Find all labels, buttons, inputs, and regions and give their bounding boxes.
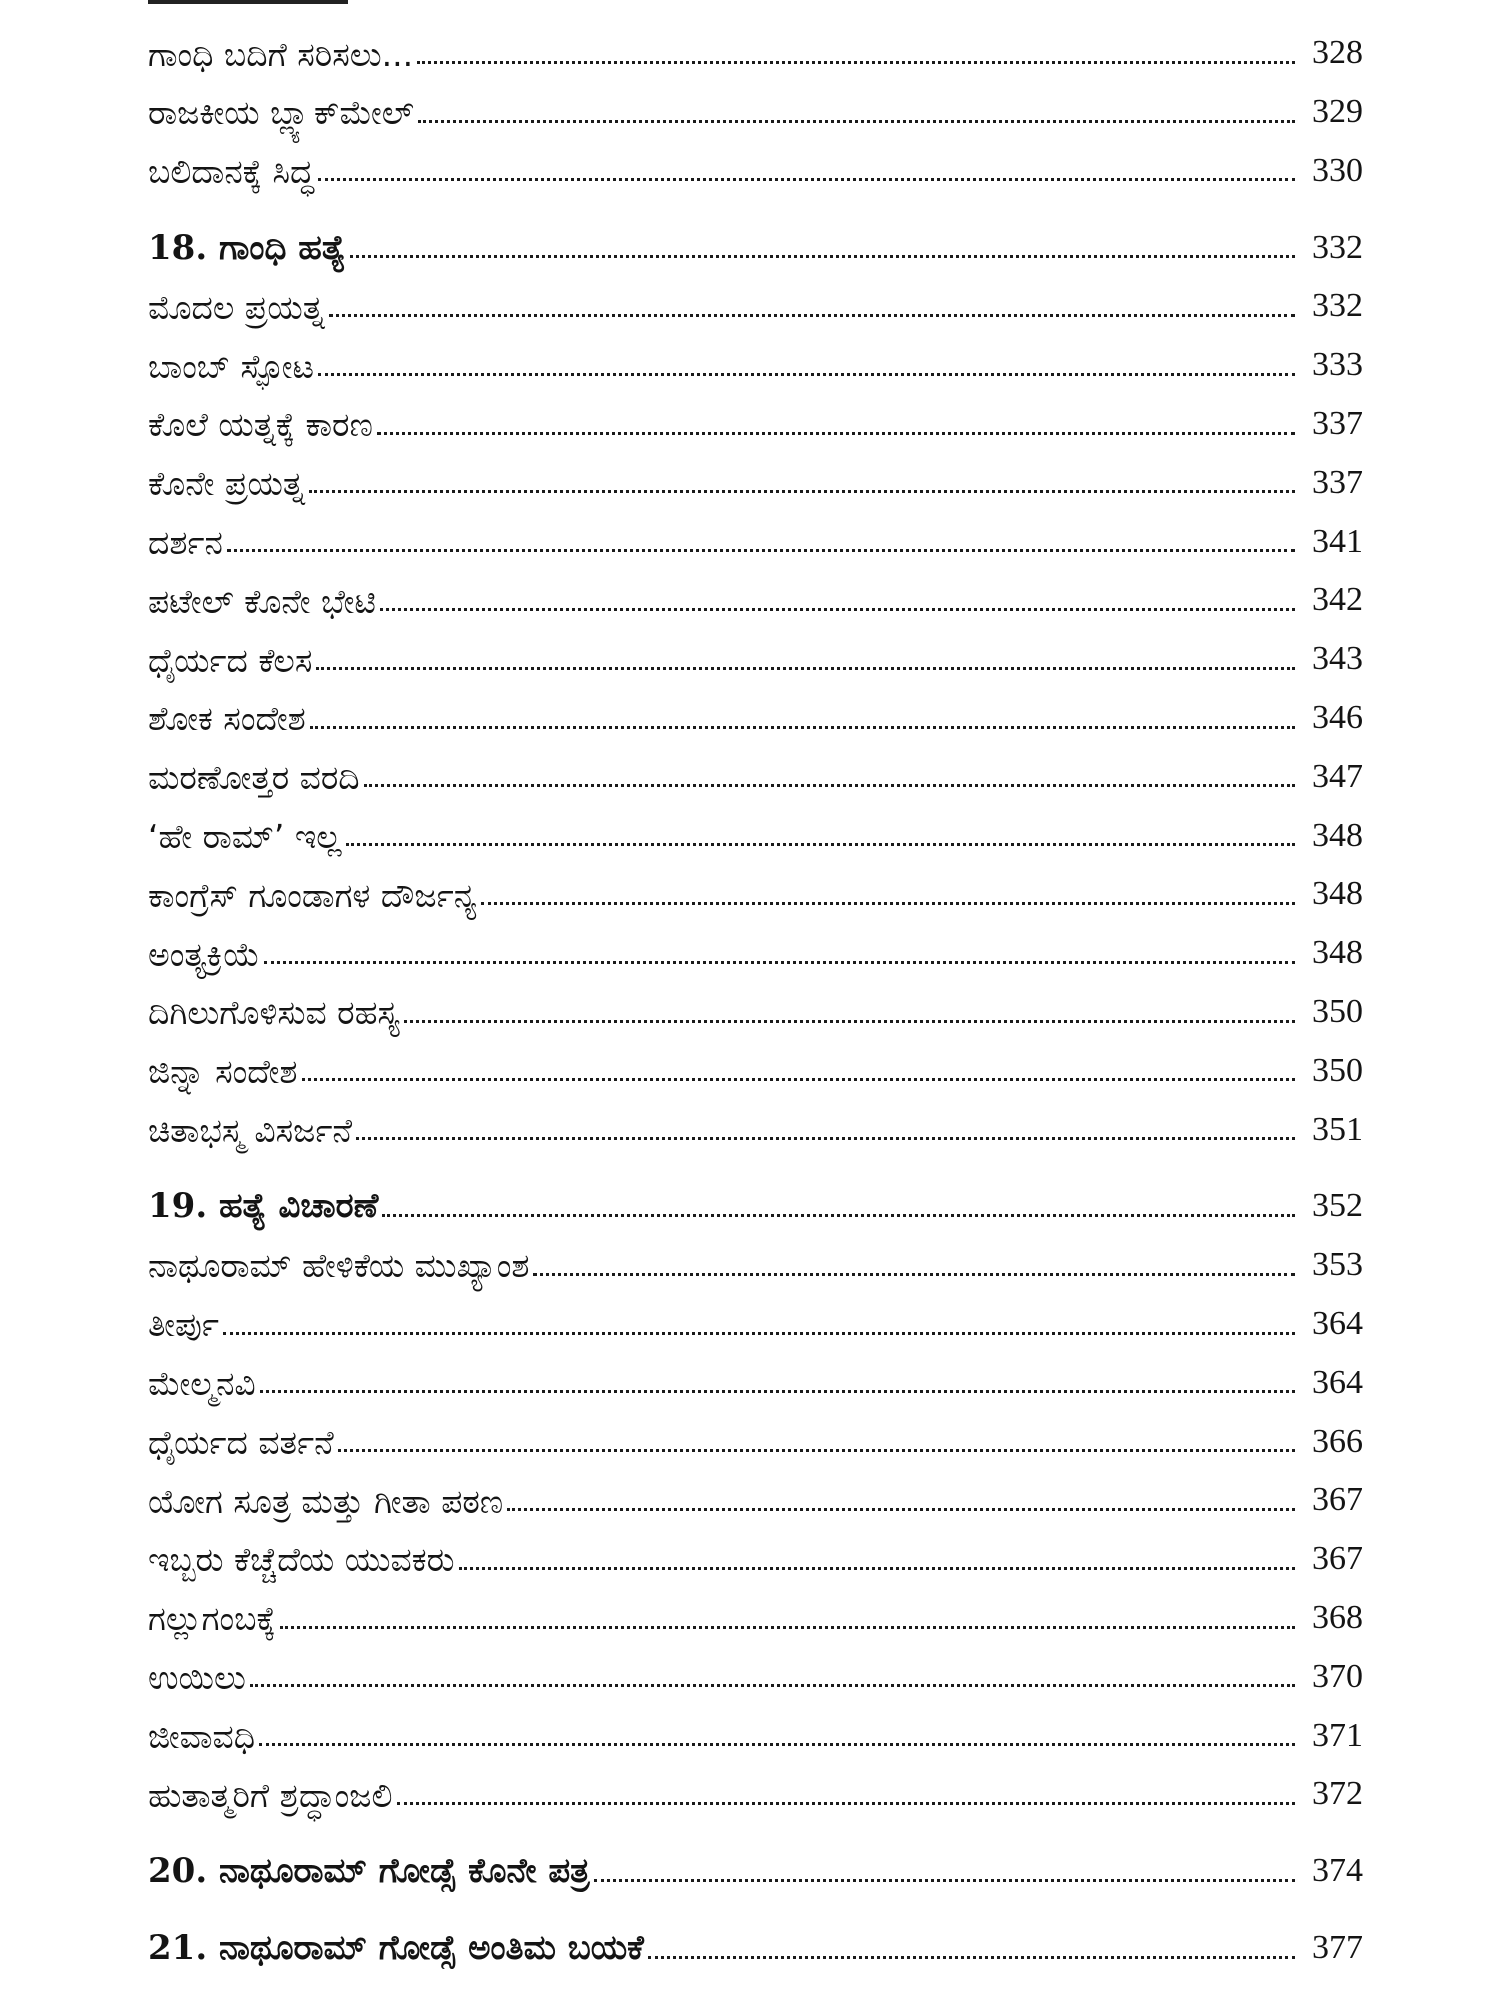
section-title <box>148 1539 459 1580</box>
page-number: 372 <box>1312 1775 1363 1813</box>
section-title <box>148 151 318 192</box>
dot-leader <box>259 1743 1295 1746</box>
entry-title-text: ಧೈರ್ಯದ ವರ್ತನೆ <box>148 1422 334 1462</box>
toc-row <box>148 798 1363 857</box>
entry-title-text: ಮರಣೋತ್ತರ ವರದಿ <box>148 758 360 798</box>
page-number: 348 <box>1312 875 1363 913</box>
page-number: 367 <box>1312 1540 1363 1578</box>
entry-title-text: ಗಾಂಧಿ ಹತ್ಯೆ <box>219 227 346 268</box>
page-number: 353 <box>1312 1246 1363 1284</box>
page-number: 328 <box>1312 34 1363 72</box>
page-number: 332 <box>1312 287 1363 325</box>
entry-title-text: ನಾಥೂರಾಮ್ ಹೇಳಿಕೆಯ ಮುಖ್ಯಾಂಶ <box>148 1246 530 1286</box>
toc-row <box>148 1034 1363 1093</box>
dot-leader <box>302 1078 1296 1081</box>
section-title <box>148 1657 250 1698</box>
dot-leader <box>310 726 1295 729</box>
toc-chapter-row <box>148 1834 1363 1893</box>
dot-leader <box>648 1956 1295 1959</box>
entry-title-text: ಬಲಿದಾನಕ್ಕೆ ಸಿದ್ಧ <box>148 152 314 192</box>
page-number: 364 <box>1312 1305 1363 1343</box>
dot-leader <box>309 490 1295 493</box>
entry-title-text: ಶೋಕ ಸಂದೇಶ <box>148 699 306 739</box>
chapter-number: 18. <box>148 227 208 268</box>
section-title <box>148 992 404 1033</box>
dot-leader <box>227 549 1295 552</box>
section-title <box>148 1716 259 1757</box>
toc-row <box>148 1698 1363 1757</box>
toc-row <box>148 387 1363 446</box>
page-number: 347 <box>1312 757 1363 795</box>
entry-title-text: ನಾಥೂರಾಮ್ ಗೋಡ್ಸೆ ಅಂತಿಮ ಬಯಕೆ <box>219 1928 644 1968</box>
toc-row <box>148 1287 1363 1346</box>
toc-row <box>148 75 1363 134</box>
section-title <box>148 640 316 681</box>
chapter-number: 19. <box>148 1186 208 1227</box>
page-number: 351 <box>1312 1110 1363 1148</box>
entry-title-text: ಜೀವಾವಧಿ <box>148 1716 256 1756</box>
dot-leader <box>264 961 1295 964</box>
entry-title-text: ಪಟೇಲ್ ಕೊನೇ ಭೇಟಿ <box>148 581 376 621</box>
toc-row <box>148 563 1363 622</box>
entry-title-text: ಯೋಗ ಸೂತ್ರ ಮತ್ತು ಗೀತಾ ಪಠಣ <box>148 1481 504 1521</box>
section-title <box>148 816 346 857</box>
page-number: 330 <box>1312 151 1363 189</box>
toc-chapter-row <box>148 1169 1363 1228</box>
chapter-number: 21. <box>148 1928 208 1968</box>
entry-title-text: ನಾಥೂರಾಮ್ ಗೋಡ್ಸೆ ಕೊನೇ ಪತ್ರ <box>219 1851 590 1892</box>
dot-leader <box>318 373 1295 376</box>
toc-chapter-row <box>148 1911 1363 1970</box>
section-title <box>148 92 418 133</box>
dot-leader <box>481 902 1295 905</box>
entry-title-text: ಜಿನ್ನಾ ಸಂದೇಶ <box>148 1052 298 1092</box>
table-of-contents <box>148 16 1363 1970</box>
page-number: 370 <box>1312 1657 1363 1695</box>
dot-leader <box>260 1390 1295 1393</box>
dot-leader <box>418 120 1295 123</box>
dot-leader <box>507 1508 1295 1511</box>
top-rule <box>148 0 348 4</box>
entry-title-text: ಅಂತ್ಯಕ್ರಿಯೆ <box>148 934 260 974</box>
chapter-title <box>148 227 350 270</box>
section-title <box>148 287 329 328</box>
dot-leader <box>397 1802 1296 1805</box>
chapter-title <box>148 1185 382 1228</box>
toc-row <box>148 16 1363 75</box>
section-title <box>148 1363 260 1404</box>
page-number: 343 <box>1312 640 1363 678</box>
page-number: 346 <box>1312 699 1363 737</box>
section-title <box>148 1051 302 1092</box>
toc-row <box>148 504 1363 563</box>
entry-title-text: ಗಾಂಧಿ ಬದಿಗೆ ಸರಿಸಲು... <box>148 34 414 74</box>
section-title <box>148 1775 397 1816</box>
section-title <box>148 34 417 75</box>
toc-row <box>148 1757 1363 1816</box>
page-number: 350 <box>1312 1051 1363 1089</box>
section-title <box>148 1598 280 1639</box>
toc-row <box>148 1346 1363 1405</box>
toc-row <box>148 328 1363 387</box>
toc-row <box>148 1463 1363 1522</box>
entry-title-text: ಮೊದಲ ಪ್ರಯತ್ನ <box>148 287 325 327</box>
entry-title-text: ರಾಜಕೀಯ ಬ್ಲ್ಯಾಕ್‌ಮೇಲ್ <box>148 93 414 133</box>
toc-row <box>148 446 1363 505</box>
entry-title-text: ಉಯಿಲು <box>148 1658 246 1698</box>
dot-leader <box>329 314 1295 317</box>
section-title <box>148 346 318 387</box>
page-number: 377 <box>1312 1929 1363 1966</box>
entry-title-text: ಕೊಲೆ ಯತ್ನಕ್ಕೆ ಕಾರಣ <box>148 405 373 445</box>
page-number: 368 <box>1312 1599 1363 1637</box>
page-number: 352 <box>1312 1187 1363 1225</box>
entry-title-text: ಕೊನೇ ಪ್ರಯತ್ನ <box>148 464 305 504</box>
entry-title-text: ಗಲ್ಲುಗಂಬಕ್ಕೆ <box>148 1599 276 1639</box>
section-title <box>148 1245 533 1286</box>
toc-row <box>148 740 1363 799</box>
page-number: 367 <box>1312 1481 1363 1519</box>
chapter-number: 20. <box>148 1851 208 1892</box>
page-number: 342 <box>1312 581 1363 619</box>
section-title <box>148 1481 507 1522</box>
toc-row <box>148 857 1363 916</box>
toc-row <box>148 1522 1363 1581</box>
toc-row <box>148 269 1363 328</box>
page-number: 374 <box>1312 1852 1363 1890</box>
page-number: 350 <box>1312 993 1363 1031</box>
dot-leader <box>338 1449 1295 1452</box>
dot-leader <box>223 1332 1295 1335</box>
page-number: 364 <box>1312 1363 1363 1401</box>
entry-title-text: ಇಬ್ಬರು ಕೆಚ್ಚೆದೆಯ ಯುವಕರು <box>148 1540 455 1580</box>
entry-title-text: ‘ಹೇ ರಾಮ್’ ಇಲ್ಲ <box>148 816 342 856</box>
section-title <box>148 522 227 563</box>
dot-leader <box>346 843 1295 846</box>
dot-leader <box>318 178 1295 181</box>
dot-leader <box>280 1626 1295 1629</box>
page-number: 341 <box>1312 522 1363 560</box>
toc-row <box>148 1092 1363 1151</box>
page-number: 329 <box>1312 93 1363 131</box>
entry-title-text: ಮೇಲ್ಮನವಿ <box>148 1364 256 1404</box>
dot-leader <box>380 608 1295 611</box>
dot-leader <box>377 432 1295 435</box>
section-title <box>148 463 309 504</box>
entry-title-text: ಹುತಾತ್ಮರಿಗೆ ಶ್ರದ್ಧಾಂಜಲಿ <box>148 1775 393 1815</box>
section-title <box>148 581 380 622</box>
section-title <box>148 875 481 916</box>
page-number: 337 <box>1312 463 1363 501</box>
toc-row <box>148 916 1363 975</box>
entry-title-text: ಬಾಂಬ್ ಸ್ಫೋಟ <box>148 346 315 386</box>
page-number: 371 <box>1312 1716 1363 1754</box>
entry-title-text: ಚಿತಾಭಸ್ಮ ವಿಸರ್ಜನೆ <box>148 1110 353 1150</box>
dot-leader <box>356 1137 1295 1140</box>
dot-leader <box>533 1273 1295 1276</box>
chapter-title <box>148 1927 648 1970</box>
toc-row <box>148 622 1363 681</box>
section-title <box>148 1422 338 1463</box>
entry-title-text: ದರ್ಶನ <box>148 522 223 562</box>
entry-title-text: ಕಾಂಗ್ರೆಸ್ ಗೂಂಡಾಗಳ ದೌರ್ಜನ್ಯ <box>148 875 477 915</box>
page-number: 333 <box>1312 346 1363 384</box>
chapter-title <box>148 1850 594 1893</box>
section-title <box>148 404 377 445</box>
dot-leader <box>250 1684 1295 1687</box>
toc-row <box>148 1640 1363 1699</box>
entry-title-text: ಧೈರ್ಯದ ಕೆಲಸ <box>148 640 313 680</box>
toc-row <box>148 1228 1363 1287</box>
page-number: 348 <box>1312 816 1363 854</box>
entry-title-text: ಹತ್ಯೆ ವಿಚಾರಣೆ <box>219 1186 379 1227</box>
page-number: 332 <box>1312 228 1363 266</box>
section-title <box>148 757 364 798</box>
entry-title-text: ತೀರ್ಪು <box>148 1305 219 1345</box>
section-title <box>148 1304 223 1345</box>
dot-leader <box>459 1567 1295 1570</box>
toc-row <box>148 1581 1363 1640</box>
section-title <box>148 1110 356 1151</box>
toc-row <box>148 134 1363 193</box>
page-number: 366 <box>1312 1422 1363 1460</box>
dot-leader <box>404 1020 1295 1023</box>
dot-leader <box>364 784 1295 787</box>
toc-row <box>148 1404 1363 1463</box>
dot-leader <box>594 1879 1295 1882</box>
entry-title-text: ದಿಗಿಲುಗೊಳಿಸುವ ರಹಸ್ಯ <box>148 993 400 1033</box>
dot-leader <box>417 61 1295 64</box>
toc-chapter-row <box>148 210 1363 269</box>
section-title <box>148 934 264 975</box>
dot-leader <box>382 1214 1295 1217</box>
toc-row <box>148 681 1363 740</box>
dot-leader <box>316 667 1295 670</box>
dot-leader <box>350 255 1295 258</box>
toc-row <box>148 975 1363 1034</box>
page-number: 348 <box>1312 934 1363 972</box>
page-number: 337 <box>1312 405 1363 443</box>
section-title <box>148 698 310 739</box>
